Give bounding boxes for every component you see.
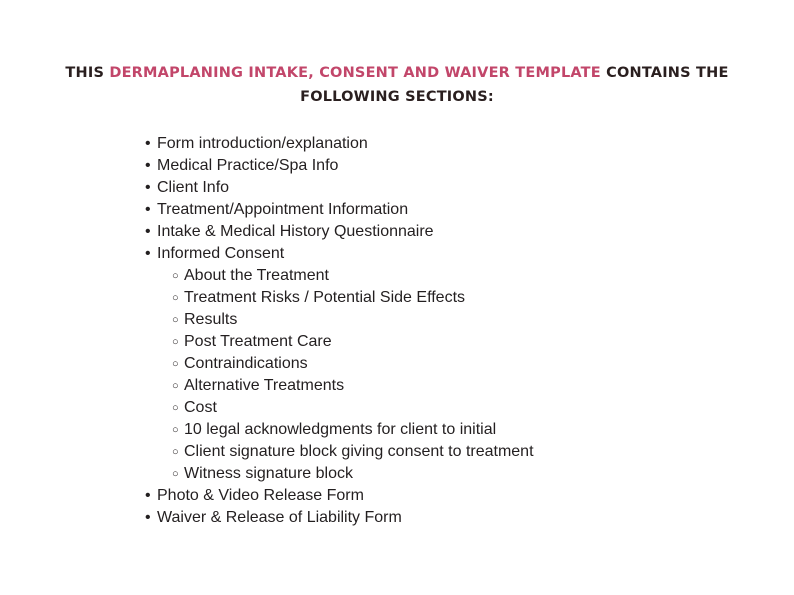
section-item-intake-questionnaire [145, 221, 534, 243]
consent-item-risks [145, 287, 534, 309]
consent-item-label: Witness signature block [184, 465, 353, 482]
sub-bullet: ○ [172, 292, 179, 304]
bullet: • [145, 201, 151, 218]
consent-item-label: Alternative Treatments [184, 377, 345, 394]
consent-item-alternatives [145, 375, 534, 397]
section-item-informed-consent [145, 243, 534, 265]
section-label: Photo & Video Release Form [157, 487, 364, 504]
consent-item-label: Contraindications [184, 355, 308, 372]
consent-item-label: 10 legal acknowledgments for client to initial [184, 421, 497, 438]
sub-bullet: ○ [172, 402, 179, 414]
section-item-photo-release [145, 485, 534, 507]
consent-item-witness-signature [145, 463, 534, 485]
consent-item-label: Client signature block giving consent to treatment [184, 443, 534, 460]
consent-item-label: Post Treatment Care [184, 333, 332, 350]
bullet: • [145, 157, 151, 174]
sub-bullet: ○ [172, 446, 179, 458]
section-label: Informed Consent [157, 245, 285, 262]
bullet: • [145, 509, 151, 526]
consent-item-about [145, 265, 534, 287]
consent-item-results [145, 309, 534, 331]
bullet: • [145, 135, 151, 152]
bullet: • [145, 487, 151, 504]
consent-item-acknowledgments [145, 419, 534, 441]
sections-list [145, 133, 534, 529]
sub-bullet: ○ [172, 424, 179, 436]
consent-item-label: Cost [184, 399, 217, 416]
section-label: Form introduction/explanation [157, 135, 368, 152]
section-item-practice-info [145, 155, 534, 177]
consent-item-cost [145, 397, 534, 419]
section-label: Client Info [157, 179, 230, 196]
consent-item-post-care [145, 331, 534, 353]
sub-bullet: ○ [172, 314, 179, 326]
heading-template-name: DERMAPLANING INTAKE, CONSENT AND WAIVER TEMPLATE [109, 65, 601, 81]
sub-bullet: ○ [172, 336, 179, 348]
heading-line-2: FOLLOWING SECTIONS: [300, 89, 494, 105]
consent-item-label: About the Treatment [184, 267, 329, 284]
sub-bullet: ○ [172, 270, 179, 282]
sub-bullet: ○ [172, 468, 179, 480]
section-label: Medical Practice/Spa Info [157, 157, 339, 174]
bullet: • [145, 245, 151, 262]
section-label: Treatment/Appointment Information [157, 201, 409, 218]
bullet: • [145, 223, 151, 240]
section-item-waiver [145, 507, 534, 529]
page-heading [0, 61, 794, 109]
sub-bullet: ○ [172, 358, 179, 370]
consent-item-label: Treatment Risks / Potential Side Effects [184, 289, 466, 306]
section-label: Waiver & Release of Liability Form [157, 509, 402, 526]
heading-prefix: THIS [65, 65, 110, 81]
heading-suffix: CONTAINS THE [600, 65, 729, 81]
bullet: • [145, 179, 151, 196]
section-item-introduction [145, 133, 534, 155]
section-item-client-info [145, 177, 534, 199]
consent-item-contraindications [145, 353, 534, 375]
section-item-treatment-info [145, 199, 534, 221]
sub-bullet: ○ [172, 380, 179, 392]
consent-item-label: Results [184, 311, 238, 328]
section-label: Intake & Medical History Questionnaire [157, 223, 434, 240]
consent-item-client-signature [145, 441, 534, 463]
